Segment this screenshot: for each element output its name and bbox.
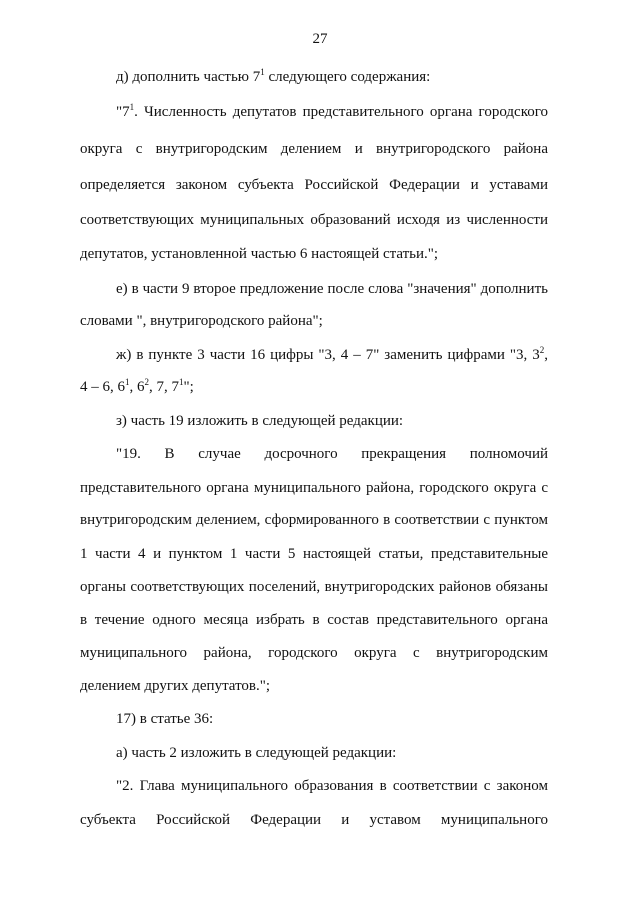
text-segment: , — [544, 347, 548, 363]
page-number: 27 — [312, 31, 328, 47]
superscript: 2 — [539, 345, 545, 355]
text-segment: , 7, 7 — [149, 379, 179, 395]
text-segment: ж) в пункте 3 части 16 цифры "3, 4 – 7" заменить цифрами "3, 3 — [116, 347, 540, 363]
superscript: 1 — [129, 102, 135, 112]
text-line — [116, 103, 548, 121]
text-line: депутатов, установленной частью 6 настоящей статьи."; — [80, 246, 439, 262]
text-line: а) часть 2 изложить в следующей редакции: — [116, 745, 397, 761]
text-line: органы соответствующих поселений, внутригородских районов обязаны — [80, 579, 548, 595]
superscript: 1 — [260, 67, 265, 77]
superscript: 1 — [125, 377, 130, 387]
text-line: в течение одного месяца избрать в состав представительного органа — [80, 612, 548, 628]
text-line: округа с внутригородским делением и внутригородского района — [80, 141, 548, 157]
text-line: соответствующих муниципальных образований исходя из численности — [80, 212, 548, 228]
text-segment: "7 — [116, 104, 130, 120]
text-segment: следующего содержания: — [264, 69, 431, 85]
text-line: "2. Глава муниципального образования в соответствии с законом — [116, 778, 548, 794]
text-segment: , 6 — [129, 379, 145, 395]
text-line: 17) в статье 36: — [116, 711, 214, 727]
text-line: з) часть 19 изложить в следующей редакции: — [116, 413, 404, 429]
text-segment: . Численность депутатов представительного органа городского — [134, 104, 548, 120]
text-line: делением других депутатов."; — [80, 678, 271, 694]
text-line: определяется законом субъекта Российской Федерации и уставами — [80, 177, 548, 193]
superscript: 1 — [179, 377, 184, 387]
text-line: "19. В случае досрочного прекращения полномочий — [116, 446, 548, 462]
text-line: е) в части 9 второе предложение после слова "значения" дополнить — [116, 281, 548, 297]
text-line: 1 части 4 и пунктом 1 части 5 настоящей статьи, представительные — [80, 546, 548, 562]
text-line — [116, 68, 430, 86]
text-line — [80, 378, 194, 396]
text-line: представительного органа муниципального района, городского округа с — [80, 480, 548, 496]
text-line: муниципального района, городского округа с внутригородским — [80, 645, 548, 661]
text-line — [116, 346, 548, 364]
text-segment: 4 – 6, 6 — [80, 379, 125, 395]
text-segment: д) дополнить частью 7 — [116, 69, 261, 85]
text-segment: "; — [183, 379, 194, 395]
text-line: словами ", внутригородского района"; — [80, 313, 323, 329]
text-line: субъекта Российской Федерации и уставом муниципального — [80, 812, 548, 828]
text-line: внутригородским делением, сформированного в соответствии с пунктом — [80, 512, 548, 528]
superscript: 2 — [144, 377, 149, 387]
